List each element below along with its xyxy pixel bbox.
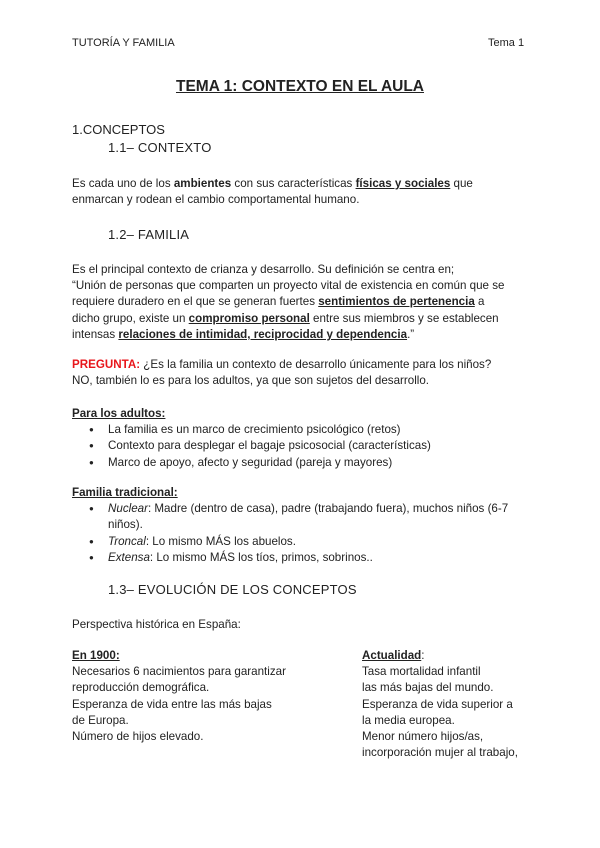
column-actualidad-heading: Actualidad:: [362, 649, 425, 662]
column-1900: [72, 648, 286, 745]
header-left: TUTORÍA Y FAMILIA: [72, 37, 175, 49]
adultos-heading: Para los adultos:: [72, 407, 166, 420]
paragraph-contexto: [72, 176, 473, 208]
column-actualidad-line: incorporación mujer al trabajo,: [362, 746, 518, 760]
familia-line1: Es el principal contexto de crianza y desarrollo. Su definición se centra en;: [72, 263, 455, 276]
column-actualidad-line: las más bajas del mundo.: [362, 681, 494, 695]
familia-line5: intensas relaciones de intimidad, reciprocidad y dependencia.”: [72, 327, 415, 341]
adultos-section: [72, 406, 532, 471]
header-right: Tema 1: [488, 37, 525, 49]
subsection-contexto: 1.1– CONTEXTO: [108, 140, 212, 155]
tradicional-list: [72, 501, 532, 566]
familia-line3: requiere duradero en el que se generan fuertes sentimientos de pertenencia a: [72, 295, 485, 309]
paragraph-familia: [72, 262, 504, 343]
column-1900-line: Número de hijos elevado.: [72, 730, 204, 744]
familia-line2: “Unión de personas que comparten un proyecto vital de existencia en común que se: [72, 279, 505, 293]
column-1900-line: Esperanza de vida entre las más bajas: [72, 697, 272, 711]
list-item: ● Extensa: Lo mismo MÁS los tíos, primos, sobrinos..: [72, 550, 532, 566]
list-item: ● Nuclear: Madre (dentro de casa), padre (trabajando fuera), muchos niños (6-7 niños).: [72, 501, 532, 533]
tradicional-section: [72, 485, 532, 566]
subsection-evolucion: 1.3– EVOLUCIÓN DE LOS CONCEPTOS: [108, 582, 357, 597]
pregunta-label: PREGUNTA:: [72, 358, 141, 371]
paragraph-contexto-line2: enmarcan y rodean el cambio comportamental humano.: [72, 193, 360, 207]
column-actualidad-line: la media europea.: [362, 713, 455, 727]
column-actualidad-line: Esperanza de vida superior a: [362, 697, 513, 711]
column-1900-line: Necesarios 6 nacimientos para garantizar: [72, 665, 286, 679]
familia-line4: dicho grupo, existe un compromiso personal entre sus miembros y se establecen: [72, 311, 499, 325]
pregunta-answer: NO, también lo es para los adultos, ya que son sujetos del desarrollo.: [72, 374, 430, 388]
column-actualidad-line: Menor número hijos/as,: [362, 730, 484, 744]
tradicional-heading: Familia tradicional:: [72, 486, 178, 499]
list-item: ● Troncal: Lo mismo MÁS los abuelos.: [72, 534, 532, 550]
column-actualidad: [362, 648, 518, 761]
column-1900-line: de Europa.: [72, 713, 129, 727]
list-item: ● La familia es un marco de crecimiento psicológico (retos): [72, 422, 532, 438]
page-title: TEMA 1: CONTEXTO EN EL AULA: [175, 78, 424, 95]
paragraph-contexto-line1: Es cada uno de los ambientes con sus características físicas y sociales que: [72, 177, 473, 190]
list-item: ● Contexto para desplegar el bagaje psicosocial (características): [72, 438, 532, 454]
perspectiva-text: Perspectiva histórica en España:: [72, 618, 241, 631]
list-item: ● Marco de apoyo, afecto y seguridad (pareja y mayores): [72, 455, 532, 471]
section-conceptos: 1.CONCEPTOS: [72, 122, 165, 137]
column-1900-line: reproducción demográfica.: [72, 681, 210, 695]
pregunta-block: [72, 357, 491, 389]
adultos-list: [72, 422, 532, 471]
subsection-familia: 1.2– FAMILIA: [108, 227, 190, 242]
pregunta-line: PREGUNTA: ¿Es la familia un contexto de desarrollo únicamente para los niños?: [72, 358, 492, 371]
column-1900-heading: En 1900:: [72, 649, 120, 662]
column-actualidad-line: Tasa mortalidad infantil: [362, 665, 481, 679]
